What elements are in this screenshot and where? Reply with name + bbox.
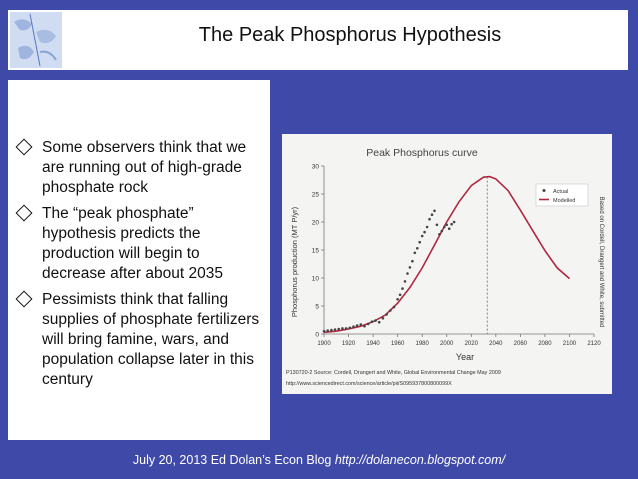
bullet-text: The “peak phosphate” hypothesis predicts the production will begin to decrease after about 2035: [42, 205, 223, 282]
data-point-actual: [334, 328, 337, 331]
x-tick-label: 2000: [440, 341, 454, 347]
world-map-icon: [10, 12, 62, 68]
data-point-actual: [337, 328, 340, 331]
chart-title: Peak Phosphorus curve: [366, 147, 478, 159]
data-point-actual: [360, 323, 363, 326]
x-tick-label: 2020: [464, 341, 478, 347]
y-tick-label: 20: [311, 219, 319, 227]
x-tick-label: 2080: [538, 341, 552, 347]
data-point-actual: [438, 233, 441, 236]
data-point-actual: [418, 241, 421, 244]
data-point-actual: [428, 218, 431, 221]
diamond-bullet-icon: [16, 291, 33, 308]
series-line-modelled: [324, 177, 570, 333]
x-tick-label: 2040: [489, 341, 503, 347]
bullet-text: Some observers think that we are running out of high-grade phosphate rock: [42, 139, 247, 196]
x-tick-label: 1900: [317, 341, 331, 347]
data-point-actual: [363, 325, 366, 328]
data-point-actual: [389, 309, 392, 312]
data-point-actual: [421, 235, 424, 238]
legend-swatch-actual: [543, 189, 546, 192]
data-point-actual: [436, 224, 439, 227]
x-tick-label: 2120: [587, 341, 601, 347]
data-point-actual: [433, 210, 436, 213]
chart-plot-area: [323, 177, 570, 334]
y-tick-label: 30: [311, 163, 319, 171]
legend-label: Actual: [553, 189, 569, 195]
chart-xlabel: Year: [455, 352, 475, 362]
y-tick-label: 5: [315, 303, 319, 311]
data-point-actual: [374, 319, 377, 322]
bullet-item: [14, 138, 266, 198]
data-point-actual: [385, 313, 388, 316]
bullet-text: Pessimists think that falling supplies of phosphate fertilizers will bring famine, wars, and population collapse later in this century: [42, 291, 260, 388]
bullet-item: [14, 290, 266, 390]
data-point-actual: [414, 252, 417, 255]
data-point-actual: [416, 247, 419, 250]
y-tick-label: 0: [315, 331, 319, 339]
data-point-actual: [450, 223, 453, 226]
bullet-item: [14, 204, 266, 284]
data-point-actual: [326, 329, 329, 332]
chart-image: [282, 134, 612, 394]
data-point-actual: [378, 321, 381, 324]
x-tick-label: 2060: [513, 341, 528, 347]
diamond-bullet-icon: [16, 139, 33, 156]
data-point-actual: [448, 227, 451, 230]
footer: [0, 453, 638, 467]
chart-source-line2: http://www.sciencedirect.com/science/article/pii/S095937800800099X: [286, 381, 452, 387]
data-point-actual: [426, 226, 429, 229]
bullet-list: [14, 138, 266, 396]
data-point-actual: [431, 213, 434, 216]
y-tick-label: 10: [311, 275, 319, 283]
y-tick-label: 15: [311, 247, 319, 255]
data-point-actual: [367, 323, 370, 326]
footer-link[interactable]: http://dolanecon.blogspot.com/: [334, 453, 506, 467]
data-point-actual: [345, 327, 348, 330]
data-point-actual: [441, 230, 444, 233]
x-tick-label: 1980: [415, 341, 429, 347]
x-tick-label: 1940: [366, 341, 380, 347]
chart-side-note: Based on Cordell, Drangert and White, submitted: [598, 196, 604, 328]
data-point-actual: [401, 287, 404, 290]
data-point-actual: [393, 306, 396, 309]
diamond-bullet-icon: [16, 205, 33, 222]
data-point-actual: [352, 325, 355, 328]
x-tick-label: 1920: [341, 341, 356, 347]
data-point-actual: [341, 327, 344, 330]
data-point-actual: [404, 280, 407, 283]
data-point-actual: [356, 324, 359, 327]
peak-phosphorus-chart: [282, 134, 612, 394]
data-point-actual: [443, 226, 446, 229]
data-point-actual: [453, 221, 456, 224]
logo-image: [10, 12, 62, 68]
data-point-actual: [382, 317, 385, 320]
data-point-actual: [399, 294, 402, 297]
data-point-actual: [330, 329, 333, 332]
data-point-actual: [349, 327, 352, 330]
data-point-actual: [371, 320, 374, 323]
slide-title: The Peak Phosphorus Hypothesis: [198, 24, 502, 46]
data-point-actual: [406, 272, 409, 275]
footer-text: July 20, 2013 Ed Dolan’s Econ Blog: [132, 453, 335, 467]
data-point-actual: [445, 224, 448, 227]
chart-ylabel: Phosphorus production (MT P/yr): [290, 206, 299, 318]
data-point-actual: [409, 266, 412, 269]
data-point-actual: [423, 231, 426, 234]
chart-legend: [536, 184, 588, 206]
legend-label: Modelled: [553, 198, 576, 204]
data-point-actual: [411, 260, 414, 263]
chart-source-line1: P130720-2 Source: Cordell, Drangert and White, Global Environmental Change May 2009: [286, 370, 501, 376]
data-point-actual: [396, 298, 399, 301]
data-point-actual: [323, 330, 326, 333]
x-tick-label: 1960: [390, 341, 405, 347]
x-tick-label: 2100: [562, 341, 577, 347]
y-tick-label: 25: [311, 191, 319, 199]
